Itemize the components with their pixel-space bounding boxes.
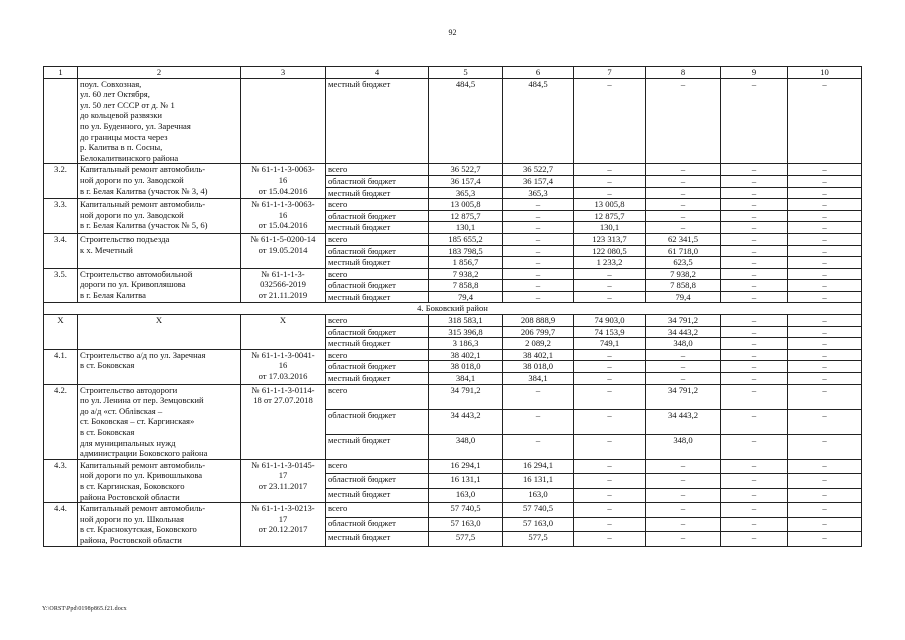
funding-source: всего [326,503,429,517]
table-row [44,349,862,361]
value-col-10: – [788,384,862,409]
value-col-9: – [721,517,788,531]
value-col-6: – [503,222,574,234]
value-col-5: 365,3 [429,187,503,199]
value-col-10: – [788,78,862,164]
value-col-8: 34 443,2 [646,409,721,434]
value-col-9: – [721,268,788,280]
value-col-9: – [721,326,788,338]
value-col-7: 749,1 [574,338,646,350]
value-col-9: – [721,78,788,164]
item-number: 4.2. [44,384,78,459]
value-col-9: – [721,338,788,350]
budget-table [43,66,862,547]
object-name: Строительство автодороги по ул. Ленина от пер. Земцовский до а/д «ст. Облівская – ст. Боковская – ст. Каргинская» в ст. Боковская для муниципальных нужд администрации Боковского района [78,384,241,459]
header-col-9: 9 [721,67,788,79]
value-col-5: 318 583,1 [429,315,503,327]
table-row [44,268,862,280]
document-number: Х [241,315,326,350]
value-col-7: 123 313,7 [574,233,646,245]
value-col-9: – [721,187,788,199]
header-col-6: 6 [503,67,574,79]
value-col-6: – [503,199,574,211]
header-col-4: 4 [326,67,429,79]
value-col-7: 1 233,2 [574,257,646,269]
value-col-8: 34 443,2 [646,326,721,338]
funding-source: местный бюджет [326,338,429,350]
value-col-5: 36 157,4 [429,175,503,187]
value-col-7: 13 005,8 [574,199,646,211]
value-col-7: 74 153,9 [574,326,646,338]
value-col-7: – [574,459,646,473]
value-col-8: – [646,199,721,211]
value-col-6: 16 294,1 [503,459,574,473]
value-col-8: – [646,210,721,222]
value-col-10: – [788,349,862,361]
value-col-6: – [503,280,574,292]
object-name: поул. Совхозная, ул. 60 лет Октября, ул. 50 лет СССР от д. № 1 до кольцевой развязки по ул. Буденного, ул. Заречная до границы моста через р. Калитва в п. Сосны, Белокалитвинского района [78,78,241,164]
value-col-8: 79,4 [646,291,721,303]
value-col-5: 16 294,1 [429,459,503,473]
header-col-2: 2 [78,67,241,79]
file-path-footer: Y:\ORST\Ppd\0198p865.f21.docx [42,606,127,612]
value-col-5: 163,0 [429,488,503,502]
funding-source: всего [326,199,429,211]
value-col-6: 16 131,1 [503,474,574,488]
value-col-7: – [574,434,646,459]
funding-source: всего [326,349,429,361]
item-number: 3.3. [44,199,78,234]
value-col-10: – [788,434,862,459]
value-col-7: – [574,280,646,292]
item-number [44,78,78,164]
value-col-6: 384,1 [503,373,574,385]
value-col-6: 206 799,7 [503,326,574,338]
value-col-6: 577,5 [503,532,574,546]
value-col-9: – [721,361,788,373]
value-col-7: – [574,517,646,531]
value-col-5: 577,5 [429,532,503,546]
funding-source: областной бюджет [326,210,429,222]
value-col-10: – [788,175,862,187]
item-number: 3.5. [44,268,78,303]
header-col-8: 8 [646,67,721,79]
value-col-6: – [503,245,574,257]
value-col-6: – [503,409,574,434]
value-col-10: – [788,199,862,211]
value-col-6: – [503,268,574,280]
section-row [44,303,862,315]
value-col-10: – [788,326,862,338]
document-number: № 61-1-1-3-0213- 17 от 20.12.2017 [241,503,326,546]
header-col-7: 7 [574,67,646,79]
funding-source: областной бюджет [326,474,429,488]
value-col-7: – [574,164,646,176]
funding-source: местный бюджет [326,291,429,303]
value-col-7: – [574,187,646,199]
document-number: № 61-1-5-0200-14 от 19.05.2014 [241,233,326,268]
value-col-10: – [788,517,862,531]
object-name: Строительство а/д по ул. Заречная в ст. Боковская [78,349,241,384]
value-col-7: – [574,488,646,502]
document-number: № 61-1-1-3-0041- 16 от 17.03.2016 [241,349,326,384]
value-col-8: – [646,78,721,164]
value-col-10: – [788,210,862,222]
funding-source: областной бюджет [326,409,429,434]
value-col-9: – [721,199,788,211]
object-name: Строительство автомобильной дороги по ул. Кривопляшова в г. Белая Калитва [78,268,241,303]
value-col-10: – [788,488,862,502]
value-col-9: – [721,474,788,488]
value-col-9: – [721,532,788,546]
value-col-10: – [788,222,862,234]
value-col-8: 62 341,5 [646,233,721,245]
value-col-5: 57 740,5 [429,503,503,517]
value-col-10: – [788,532,862,546]
value-col-5: 79,4 [429,291,503,303]
value-col-6: – [503,434,574,459]
object-name: Капитальный ремонт автомобиль- ной дороги по ул. Заводской в г. Белая Калитва (участок № 3, 4) [78,164,241,199]
value-col-9: – [721,245,788,257]
document-number: № 61-1-1-3-0063- 16 от 15.04.2016 [241,199,326,234]
funding-source: местный бюджет [326,257,429,269]
value-col-7: – [574,532,646,546]
value-col-8: – [646,187,721,199]
section-title: 4. Боковский район [44,303,862,315]
value-col-5: 7 858,8 [429,280,503,292]
value-col-8: – [646,459,721,473]
object-name: Капитальный ремонт автомобиль- ной дороги по ул. Школьная в ст. Краснокутская, Боковского района, Ростовской области [78,503,241,546]
table-row [44,199,862,211]
value-col-8: 348,0 [646,338,721,350]
value-col-6: – [503,210,574,222]
value-col-7: 12 875,7 [574,210,646,222]
value-col-9: – [721,164,788,176]
funding-source: областной бюджет [326,361,429,373]
funding-source: всего [326,164,429,176]
funding-source: местный бюджет [326,187,429,199]
funding-source: областной бюджет [326,517,429,531]
value-col-10: – [788,373,862,385]
document-number: № 61-1-1-3-0114- 18 от 27.07.2018 [241,384,326,459]
value-col-5: 185 655,2 [429,233,503,245]
value-col-5: 36 522,7 [429,164,503,176]
funding-source: областной бюджет [326,175,429,187]
value-col-5: 484,5 [429,78,503,164]
item-number: 4.1. [44,349,78,384]
value-col-6: 208 888,9 [503,315,574,327]
value-col-5: 183 798,5 [429,245,503,257]
value-col-7: – [574,361,646,373]
funding-source: местный бюджет [326,78,429,164]
funding-source: местный бюджет [326,434,429,459]
value-col-9: – [721,210,788,222]
value-col-7: – [574,474,646,488]
value-col-5: 1 856,7 [429,257,503,269]
value-col-5: 7 938,2 [429,268,503,280]
value-col-7: – [574,384,646,409]
value-col-7: – [574,409,646,434]
funding-source: областной бюджет [326,280,429,292]
value-col-6: 2 089,2 [503,338,574,350]
value-col-9: – [721,280,788,292]
value-col-7: – [574,373,646,385]
value-col-9: – [721,409,788,434]
value-col-9: – [721,257,788,269]
column-number-header [44,67,862,79]
item-number: 3.4. [44,233,78,268]
value-col-8: 34 791,2 [646,384,721,409]
value-col-9: – [721,222,788,234]
value-col-10: – [788,280,862,292]
value-col-8: – [646,373,721,385]
value-col-7: – [574,268,646,280]
value-col-7: – [574,349,646,361]
value-col-9: – [721,315,788,327]
value-col-10: – [788,503,862,517]
document-number: № 61-1-1-3- 032566-2019 от 21.11.2019 [241,268,326,303]
value-col-6: – [503,257,574,269]
header-col-10: 10 [788,67,862,79]
table-row [44,459,862,473]
value-col-8: – [646,474,721,488]
value-col-10: – [788,245,862,257]
header-col-3: 3 [241,67,326,79]
value-col-9: – [721,503,788,517]
value-col-9: – [721,233,788,245]
value-col-10: – [788,291,862,303]
value-col-9: – [721,434,788,459]
value-col-8: – [646,532,721,546]
header-col-1: 1 [44,67,78,79]
value-col-6: 163,0 [503,488,574,502]
funding-source: местный бюджет [326,488,429,502]
value-col-8: 7 938,2 [646,268,721,280]
value-col-5: 38 018,0 [429,361,503,373]
value-col-9: – [721,373,788,385]
funding-source: всего [326,459,429,473]
value-col-8: – [646,164,721,176]
object-name: Х [78,315,241,350]
funding-source: местный бюджет [326,222,429,234]
value-col-6: 38 402,1 [503,349,574,361]
value-col-8: – [646,349,721,361]
value-col-10: – [788,187,862,199]
value-col-5: 12 875,7 [429,210,503,222]
header-col-5: 5 [429,67,503,79]
value-col-7: 130,1 [574,222,646,234]
value-col-6: 36 522,7 [503,164,574,176]
document-number [241,78,326,164]
value-col-8: – [646,517,721,531]
table-row [44,164,862,176]
table-row [44,78,862,164]
value-col-10: – [788,338,862,350]
value-col-8: – [646,361,721,373]
value-col-9: – [721,349,788,361]
value-col-6: 57 740,5 [503,503,574,517]
item-number: 4.4. [44,503,78,546]
value-col-7: 122 080,5 [574,245,646,257]
value-col-6: 36 157,4 [503,175,574,187]
value-col-10: – [788,164,862,176]
value-col-5: 315 396,8 [429,326,503,338]
value-col-10: – [788,268,862,280]
table-body [44,67,862,547]
value-col-10: – [788,459,862,473]
value-col-10: – [788,257,862,269]
value-col-8: – [646,503,721,517]
funding-source: всего [326,315,429,327]
value-col-7: 74 903,0 [574,315,646,327]
funding-source: местный бюджет [326,532,429,546]
value-col-8: – [646,222,721,234]
document-number: № 61-1-1-3-0145- 17 от 23.11.2017 [241,459,326,502]
object-name: Строительство подъезда к х. Мечетный [78,233,241,268]
funding-source: всего [326,268,429,280]
value-col-9: – [721,488,788,502]
value-col-8: 7 858,8 [646,280,721,292]
funding-source: местный бюджет [326,373,429,385]
value-col-6: 57 163,0 [503,517,574,531]
value-col-10: – [788,233,862,245]
value-col-7: – [574,175,646,187]
funding-source: всего [326,233,429,245]
value-col-5: 3 186,3 [429,338,503,350]
value-col-8: 61 718,0 [646,245,721,257]
value-col-5: 34 791,2 [429,384,503,409]
document-number: № 61-1-1-3-0063- 16 от 15.04.2016 [241,164,326,199]
value-col-8: 623,5 [646,257,721,269]
value-col-6: – [503,291,574,303]
value-col-10: – [788,315,862,327]
value-col-5: 16 131,1 [429,474,503,488]
object-name: Капитальный ремонт автомобиль- ной дороги по ул. Заводской в г. Белая Калитва (участок № 5, 6) [78,199,241,234]
page-number: 92 [448,28,457,37]
funding-source: областной бюджет [326,245,429,257]
value-col-6: – [503,233,574,245]
value-col-5: 384,1 [429,373,503,385]
value-col-10: – [788,409,862,434]
table-row [44,233,862,245]
value-col-5: 348,0 [429,434,503,459]
value-col-10: – [788,361,862,373]
value-col-8: 348,0 [646,434,721,459]
value-col-5: 57 163,0 [429,517,503,531]
item-number: 3.2. [44,164,78,199]
value-col-9: – [721,459,788,473]
value-col-9: – [721,291,788,303]
value-col-8: – [646,488,721,502]
item-number: Х [44,315,78,350]
object-name: Капитальный ремонт автомобиль- ной дороги по ул. Кривошлыкова в ст. Каргинская, Боковского района Ростовской области [78,459,241,502]
value-col-10: – [788,474,862,488]
funding-source: областной бюджет [326,326,429,338]
value-col-7: – [574,78,646,164]
value-col-5: 13 005,8 [429,199,503,211]
table-row [44,503,862,517]
value-col-6: – [503,384,574,409]
value-col-8: 34 791,2 [646,315,721,327]
value-col-6: 484,5 [503,78,574,164]
value-col-8: – [646,175,721,187]
value-col-7: – [574,291,646,303]
table-row [44,384,862,409]
value-col-5: 130,1 [429,222,503,234]
value-col-6: 38 018,0 [503,361,574,373]
item-number: 4.3. [44,459,78,502]
value-col-7: – [574,503,646,517]
value-col-6: 365,3 [503,187,574,199]
funding-source: всего [326,384,429,409]
value-col-5: 34 443,2 [429,409,503,434]
value-col-9: – [721,175,788,187]
value-col-5: 38 402,1 [429,349,503,361]
value-col-9: – [721,384,788,409]
table-row [44,315,862,327]
